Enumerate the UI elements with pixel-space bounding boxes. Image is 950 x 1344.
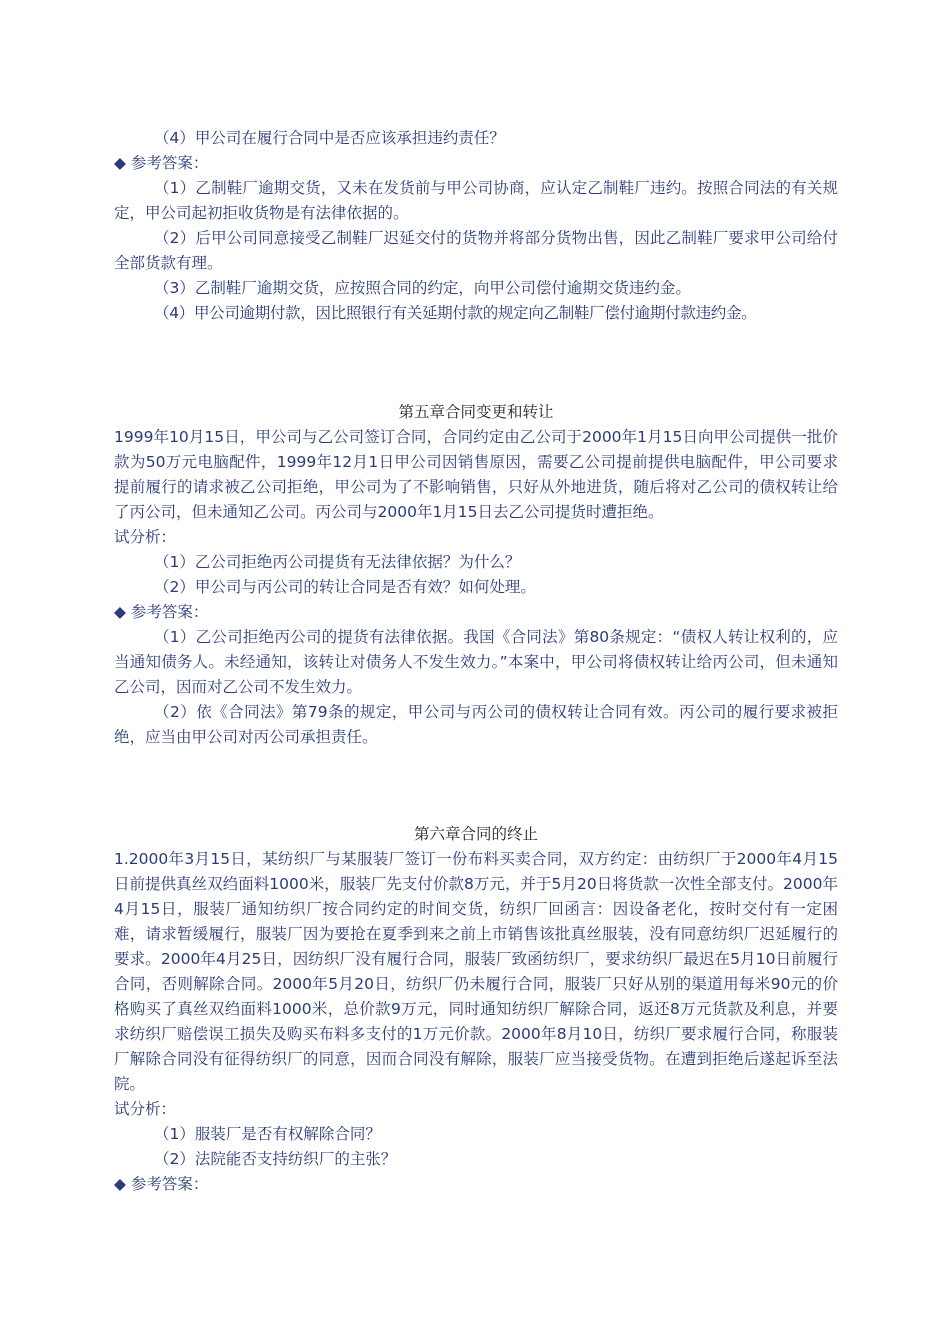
chapter-5-section: [114, 400, 838, 750]
chapter-6-question-2: （2）法院能否支持纺织厂的主张？: [154, 1150, 397, 1168]
chapter-5-answer-label: ◆ 参考答案：: [114, 600, 838, 625]
chapter-6-answer-label: ◆ 参考答案：: [114, 1172, 838, 1197]
answer-1: （1）乙制鞋厂逾期交货，又未在发货前与甲公司协商，应认定乙制鞋厂违约。按照合同法的有关规定，甲公司起初拒收货物是有法律依据的。: [114, 179, 838, 222]
chapter-6-analysis-label: 试分析：: [114, 1100, 177, 1118]
chapter-5-title: 第五章合同变更和转让: [398, 403, 554, 421]
answer-2: （2）后甲公司同意接受乙制鞋厂迟延交付的货物并将部分货物出售，因此乙制鞋厂要求甲公司给付全部货款有理。: [114, 229, 838, 272]
question-4: （4）甲公司在履行合同中是否应该承担违约责任？: [154, 129, 505, 147]
chapter-6-question-1: （1）服装厂是否有权解除合同？: [154, 1125, 381, 1143]
chapter-5-answer-1: （1）乙公司拒绝丙公司的提货有法律依据。我国《合同法》第80条规定：“债权人转让权利的，应当通知债务人。未经通知，该转让对债务人不发生效力。”本案中，甲公司将债权转让给丙公司，但未通知乙公司，因而对乙公司不发生效力。: [114, 628, 838, 696]
chapter-5-question-1: （1）乙公司拒绝丙公司提货有无法律依据？为什么？: [154, 553, 521, 571]
chapter-6-case: 1.2000年3月15日，某纺织厂与某服装厂签订一份布料买卖合同，双方约定：由纺织厂于2000年4月15日前提供真丝双绉面料1000米，服装厂先支付价款8万元，并于5月20日将货款一次性全部支付。2000年4月15日，服装厂通知纺织厂按合同约定的时间交货，纺织厂回函言：因设备老化，按时交付有一定困难，请求暂缓履行，服装厂因为要抢在夏季到来之前上市销售该批真丝服装，没有同意纺织厂迟延履行的要求。2000年4月25日，因纺织厂没有履行合同，服装厂致函纺织厂，要求纺织厂最迟在5月10日前履行合同，否则解除合同。2000年5月20日，纺织厂仍未履行合同，服装厂只好从别的渠道用每米90元的价格购买了真丝双绉面料1000米，总价款9万元，同时通知纺织厂解除合同，返还8万元货款及利息，并要求纺织厂赔偿误工损失及购买布料多支付的1万元价款。2000年8月10日，纺织厂要求履行合同，称服装厂解除合同没有征得纺织厂的同意，因而合同没有解除，服装厂应当接受货物。在遭到拒绝后遂起诉至法院。: [114, 850, 838, 1093]
chapter-6-title: 第六章合同的终止: [413, 825, 538, 843]
answer-label: ◆ 参考答案：: [114, 151, 838, 176]
chapter-5-question-2: （2）甲公司与丙公司的转让合同是否有效？如何处理。: [154, 578, 536, 596]
previous-case-answers: [114, 126, 838, 326]
answer-4: （4）甲公司逾期付款，因比照银行有关延期付款的规定向乙制鞋厂偿付逾期付款违约金。: [154, 304, 757, 322]
chapter-5-case: 1999年10月15日，甲公司与乙公司签订合同，合同约定由乙公司于2000年1月15日向甲公司提供一批价款为50万元电脑配件，1999年12月1日甲公司因销售原因，需要乙公司提前提供电脑配件，甲公司要求提前履行的请求被乙公司拒绝，甲公司为了不影响销售，只好从外地进货，随后将对乙公司的债权转让给了丙公司，但未通知乙公司。丙公司与2000年1月15日去乙公司提货时遭拒绝。: [114, 428, 838, 521]
chapter-5-analysis-label: 试分析：: [114, 528, 177, 546]
chapter-6-section: [114, 822, 838, 1197]
answer-3: （3）乙制鞋厂逾期交货，应按照合同的约定，向甲公司偿付逾期交货违约金。: [154, 279, 691, 297]
chapter-5-answer-2: （2）依《合同法》第79条的规定，甲公司与丙公司的债权转让合同有效。丙公司的履行要求被拒绝，应当由甲公司对丙公司承担责任。: [114, 703, 838, 746]
